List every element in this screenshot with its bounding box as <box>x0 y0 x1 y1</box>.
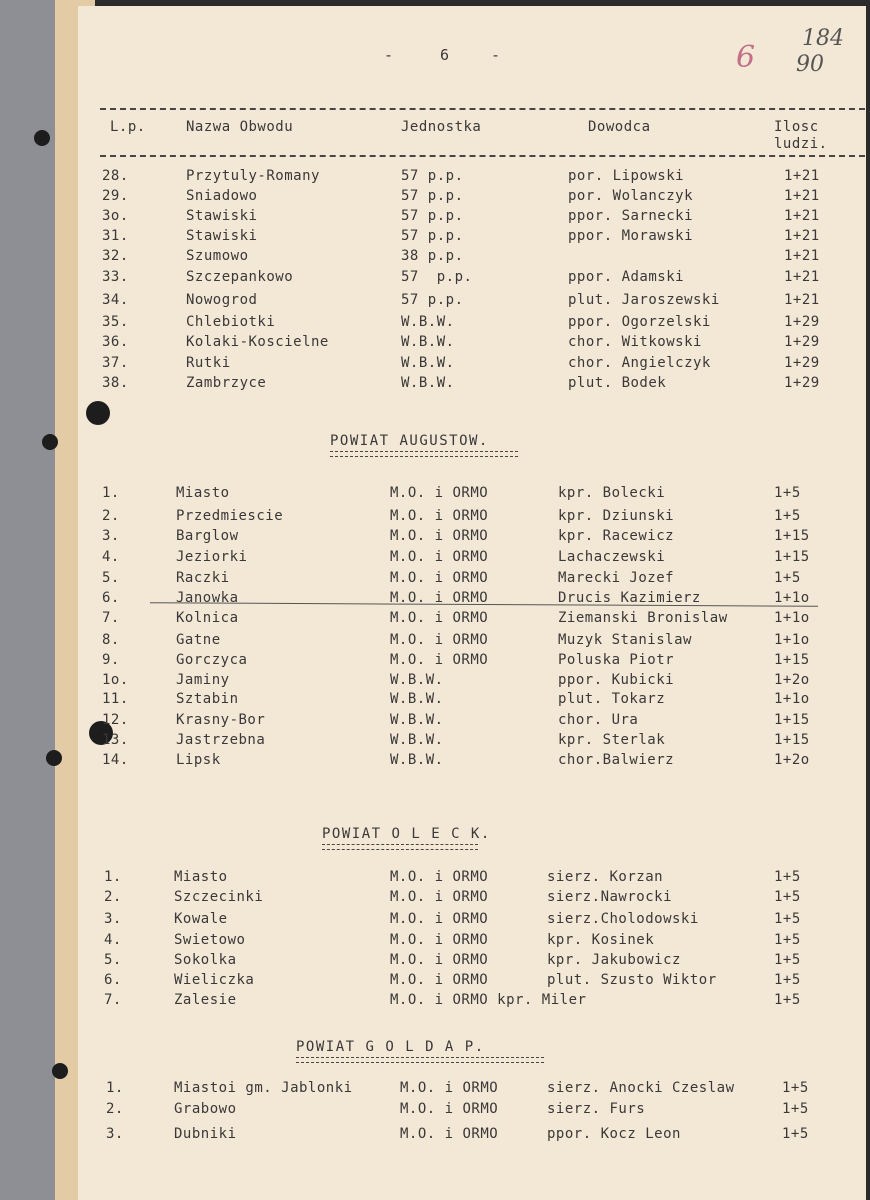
district-name: Jeziorki <box>176 549 248 565</box>
commander-name: ppor. Adamski <box>568 269 685 285</box>
punch-hole <box>34 130 50 146</box>
people-count: 1+15 <box>774 528 810 544</box>
row-number: 4. <box>102 549 120 565</box>
district-name: Gorczyca <box>176 652 248 668</box>
district-name: Przedmiescie <box>176 508 284 524</box>
row-number: 1o. <box>102 672 129 688</box>
section-title-underline <box>322 844 478 850</box>
commander-name: chor.Balwierz <box>558 752 675 768</box>
district-name: Miasto <box>174 869 228 885</box>
row-number: 6. <box>104 972 122 988</box>
people-count: 1+5 <box>774 992 801 1008</box>
district-name: Szumowo <box>186 248 249 264</box>
unit-name: M.O. i ORMO <box>400 1126 499 1142</box>
row-number: 31. <box>102 228 129 244</box>
people-count: 1+21 <box>784 269 820 285</box>
people-count: 1+2o <box>774 752 810 768</box>
row-number: 2. <box>106 1101 124 1117</box>
header-count: Ilosc <box>774 119 819 135</box>
unit-name: W.B.W. <box>390 752 444 768</box>
unit-name: M.O. i ORMO <box>390 590 489 606</box>
section-title-underline <box>296 1057 544 1063</box>
people-count: 1+5 <box>774 889 801 905</box>
people-count: 1+21 <box>784 248 820 264</box>
row-number: 34. <box>102 292 129 308</box>
commander-name: ppor. Sarnecki <box>568 208 694 224</box>
unit-name: W.B.W. <box>401 375 455 391</box>
unit-name: M.O. i ORMO <box>390 932 489 948</box>
unit-name: M.O. i ORMO kpr. Miler <box>390 992 587 1008</box>
commander-name: Poluska Piotr <box>558 652 675 668</box>
district-name: Grabowo <box>174 1101 237 1117</box>
commander-name: sierz.Nawrocki <box>547 889 673 905</box>
district-name: Barglow <box>176 528 239 544</box>
handwritten-folio-bottom: 90 <box>796 52 824 77</box>
row-number: 7. <box>104 992 122 1008</box>
row-number: 1. <box>106 1080 124 1096</box>
row-number: 35. <box>102 314 129 330</box>
people-count: 1+5 <box>782 1080 809 1096</box>
header-commander: Dowodca <box>588 119 651 135</box>
header-name: Nazwa Obwodu <box>186 119 294 135</box>
commander-name: chor. Witkowski <box>568 334 702 350</box>
header-unit: Jednostka <box>401 119 482 135</box>
row-number: 38. <box>102 375 129 391</box>
people-count: 1+29 <box>784 334 820 350</box>
commander-name: ppor. Kubicki <box>558 672 675 688</box>
district-name: Rutki <box>186 355 231 371</box>
commander-name: kpr. Kosinek <box>547 932 655 948</box>
handwritten-folio-top: 184 <box>802 26 844 51</box>
commander-name: ppor. Morawski <box>568 228 694 244</box>
people-count: 1+5 <box>774 932 801 948</box>
district-name: Zalesie <box>174 992 237 1008</box>
commander-name: plut. Bodek <box>568 375 667 391</box>
people-count: 1+5 <box>774 952 801 968</box>
commander-name: kpr. Dziunski <box>558 508 675 524</box>
unit-name: 57 p.p. <box>401 208 464 224</box>
people-count: 1+15 <box>774 732 810 748</box>
unit-name: M.O. i ORMO <box>390 485 489 501</box>
people-count: 1+1o <box>774 691 810 707</box>
commander-name: kpr. Bolecki <box>558 485 666 501</box>
people-count: 1+15 <box>774 652 810 668</box>
row-number: 5. <box>104 952 122 968</box>
row-number: 3. <box>102 528 120 544</box>
district-name: Sniadowo <box>186 188 258 204</box>
people-count: 1+5 <box>782 1101 809 1117</box>
section-title-augustow: POWIAT AUGUSTOW. <box>330 433 489 449</box>
district-name: Kolnica <box>176 610 239 626</box>
folder-edge <box>0 0 60 1200</box>
unit-name: M.O. i ORMO <box>390 570 489 586</box>
unit-name: M.O. i ORMO <box>390 652 489 668</box>
people-count: 1+1o <box>774 610 810 626</box>
district-name: Miastoi gm. Jablonki <box>174 1080 353 1096</box>
district-name: Krasny-Bor <box>176 712 266 728</box>
unit-name: M.O. i ORMO <box>390 952 489 968</box>
header-count-line2: ludzi. <box>774 136 828 152</box>
row-number: 32. <box>102 248 129 264</box>
district-name: Stawiski <box>186 228 258 244</box>
people-count: 1+5 <box>774 911 801 927</box>
row-number: 37. <box>102 355 129 371</box>
row-number: 5. <box>102 570 120 586</box>
commander-name: sierz. Furs <box>547 1101 646 1117</box>
commander-name: sierz.Cholodowski <box>547 911 699 927</box>
unit-name: M.O. i ORMO <box>390 972 489 988</box>
district-name: Kowale <box>174 911 228 927</box>
row-number: 6. <box>102 590 120 606</box>
district-name: Szczepankowo <box>186 269 294 285</box>
commander-name: Marecki Jozef <box>558 570 675 586</box>
people-count: 1+21 <box>784 228 820 244</box>
people-count: 1+2o <box>774 672 810 688</box>
unit-name: 57 p.p. <box>401 188 464 204</box>
punch-hole <box>52 1063 68 1079</box>
district-name: Dubniki <box>174 1126 237 1142</box>
people-count: 1+5 <box>774 570 801 586</box>
commander-name: sierz. Korzan <box>547 869 664 885</box>
people-count: 1+29 <box>784 355 820 371</box>
district-name: Jastrzebna <box>176 732 266 748</box>
row-number: 7. <box>102 610 120 626</box>
people-count: 1+15 <box>774 549 810 565</box>
row-number: 3. <box>106 1126 124 1142</box>
commander-name: chor. Ura <box>558 712 639 728</box>
unit-name: 57 p.p. <box>401 168 464 184</box>
row-number: 4. <box>104 932 122 948</box>
unit-name: W.B.W. <box>401 334 455 350</box>
unit-name: W.B.W. <box>390 712 444 728</box>
district-name: Miasto <box>176 485 230 501</box>
people-count: 1+21 <box>784 292 820 308</box>
punch-hole <box>86 401 110 425</box>
page-dash-right: - <box>491 46 501 64</box>
row-number: 3. <box>104 911 122 927</box>
district-name: Gatne <box>176 632 221 648</box>
unit-name: M.O. i ORMO <box>390 610 489 626</box>
district-name: Sokolka <box>174 952 237 968</box>
section-title-olecko: POWIAT O L E C K. <box>322 826 491 842</box>
commander-name: kpr. Sterlak <box>558 732 666 748</box>
commander-name: chor. Angielczyk <box>568 355 711 371</box>
row-number: 2. <box>102 508 120 524</box>
unit-name: M.O. i ORMO <box>390 549 489 565</box>
district-name: Raczki <box>176 570 230 586</box>
row-number: 9. <box>102 652 120 668</box>
commander-name: por. Lipowski <box>568 168 685 184</box>
unit-name: W.B.W. <box>401 314 455 330</box>
punch-hole <box>46 750 62 766</box>
row-number: 36. <box>102 334 129 350</box>
people-count: 1+15 <box>774 712 810 728</box>
people-count: 1+5 <box>774 972 801 988</box>
commander-name: plut. Jaroszewski <box>568 292 720 308</box>
district-name: Sztabin <box>176 691 239 707</box>
row-number: 1. <box>102 485 120 501</box>
people-count: 1+29 <box>784 314 820 330</box>
handwritten-page-mark: 6 <box>736 40 756 75</box>
commander-name: Ziemanski Bronislaw <box>558 610 728 626</box>
people-count: 1+5 <box>774 869 801 885</box>
row-number: 29. <box>102 188 129 204</box>
people-count: 1+5 <box>774 508 801 524</box>
district-name: Jaminy <box>176 672 230 688</box>
people-count: 1+21 <box>784 188 820 204</box>
commander-name: sierz. Anocki Czeslaw <box>547 1080 735 1096</box>
unit-name: M.O. i ORMO <box>390 869 489 885</box>
row-number: 8. <box>102 632 120 648</box>
section-title-goldap: POWIAT G O L D A P. <box>296 1039 485 1055</box>
district-name: Zambrzyce <box>186 375 267 391</box>
people-count: 1+29 <box>784 375 820 391</box>
commander-name: plut. Szusto Wiktor <box>547 972 717 988</box>
people-count: 1+1o <box>774 632 810 648</box>
punch-hole <box>42 434 58 450</box>
commander-name: kpr. Racewicz <box>558 528 675 544</box>
unit-name: 57 p.p. <box>401 269 473 285</box>
row-number: 1. <box>104 869 122 885</box>
unit-name: M.O. i ORMO <box>390 889 489 905</box>
unit-name: M.O. i ORMO <box>390 632 489 648</box>
unit-name: 38 p.p. <box>401 248 464 264</box>
commander-name: Drucis Kazimierz <box>558 590 701 606</box>
commander-name: ppor. Ogorzelski <box>568 314 711 330</box>
unit-name: W.B.W. <box>390 691 444 707</box>
commander-name: por. Wolanczyk <box>568 188 694 204</box>
header-lp: L.p. <box>110 119 146 135</box>
district-name: Przytuly-Romany <box>186 168 320 184</box>
row-number: 12. <box>102 712 129 728</box>
district-name: Nowogrod <box>186 292 258 308</box>
row-number: 11. <box>102 691 129 707</box>
unit-name: M.O. i ORMO <box>400 1101 499 1117</box>
district-name: Stawiski <box>186 208 258 224</box>
unit-name: 57 p.p. <box>401 292 464 308</box>
unit-name: 57 p.p. <box>401 228 464 244</box>
unit-name: M.O. i ORMO <box>400 1080 499 1096</box>
people-count: 1+21 <box>784 168 820 184</box>
commander-name: kpr. Jakubowicz <box>547 952 681 968</box>
commander-name: Muzyk Stanislaw <box>558 632 692 648</box>
unit-name: M.O. i ORMO <box>390 911 489 927</box>
row-number: 3o. <box>102 208 129 224</box>
district-name: Lipsk <box>176 752 221 768</box>
district-name: Janowka <box>176 590 239 606</box>
header-rule-top <box>100 108 865 110</box>
row-number: 13. <box>102 732 129 748</box>
people-count: 1+21 <box>784 208 820 224</box>
page-number: 6 <box>440 46 450 64</box>
unit-name: M.O. i ORMO <box>390 508 489 524</box>
page-dash-left: - <box>384 46 394 64</box>
district-name: Kolaki-Koscielne <box>186 334 329 350</box>
district-name: Swietowo <box>174 932 246 948</box>
unit-name: M.O. i ORMO <box>390 528 489 544</box>
unit-name: W.B.W. <box>401 355 455 371</box>
district-name: Wieliczka <box>174 972 255 988</box>
section-title-underline <box>330 451 518 457</box>
unit-name: W.B.W. <box>390 732 444 748</box>
row-number: 28. <box>102 168 129 184</box>
district-name: Szczecinki <box>174 889 264 905</box>
header-rule-bottom <box>100 155 865 157</box>
row-number: 2. <box>104 889 122 905</box>
people-count: 1+5 <box>774 485 801 501</box>
commander-name: plut. Tokarz <box>558 691 666 707</box>
row-number: 33. <box>102 269 129 285</box>
unit-name: W.B.W. <box>390 672 444 688</box>
people-count: 1+1o <box>774 590 810 606</box>
commander-name: Lachaczewski <box>558 549 666 565</box>
district-name: Chlebiotki <box>186 314 276 330</box>
commander-name: ppor. Kocz Leon <box>547 1126 681 1142</box>
row-number: 14. <box>102 752 129 768</box>
people-count: 1+5 <box>782 1126 809 1142</box>
